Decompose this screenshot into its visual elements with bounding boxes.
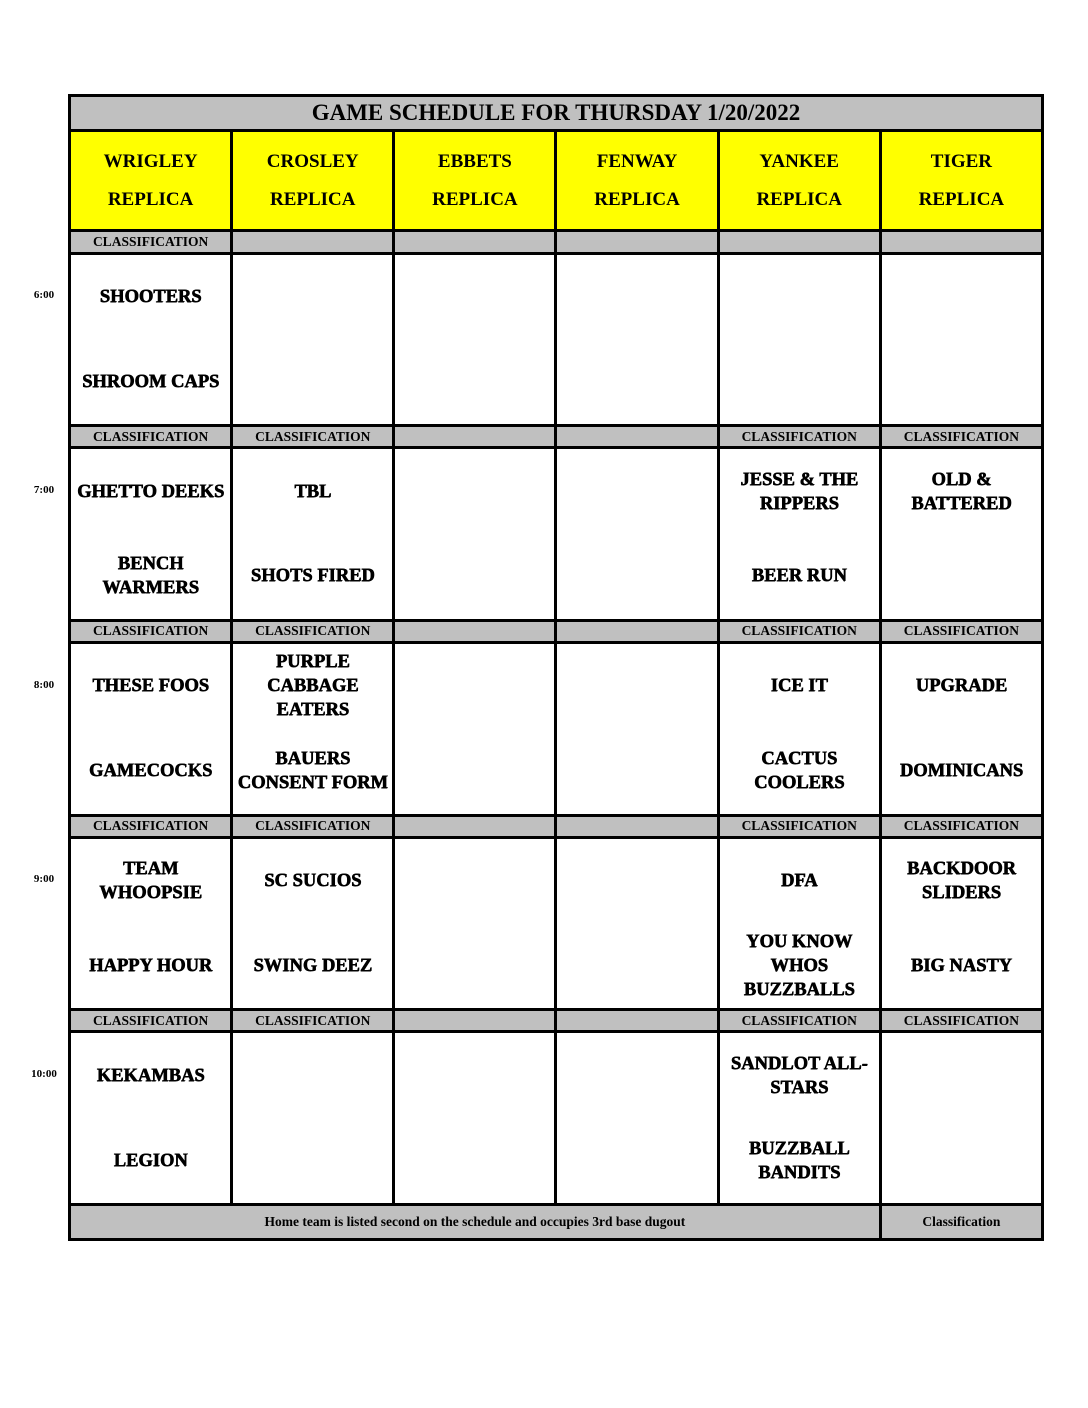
- home-team-cell: BEER RUN: [718, 534, 880, 620]
- classification-cell: [394, 426, 556, 448]
- time-label: 8:00: [33, 678, 55, 691]
- away-team-cell: [394, 837, 556, 923]
- home-team-cell: BAUERS CONSENT FORM: [232, 729, 394, 815]
- away-team-cell: [394, 1032, 556, 1118]
- field-subtitle: REPLICA: [432, 188, 518, 210]
- field-header-yankee: [718, 130, 880, 231]
- field-subtitle: REPLICA: [107, 188, 194, 210]
- classification-row: [70, 620, 1043, 642]
- home-team-cell: BUZZBALL BANDITS: [718, 1118, 880, 1204]
- home-team-cell: [394, 534, 556, 620]
- home-team-row: [70, 1118, 1043, 1204]
- home-team-cell: YOU KNOW WHOS BUZZBALLS: [718, 923, 880, 1009]
- classification-cell: [232, 231, 394, 253]
- home-team-row: [70, 339, 1043, 425]
- home-team-cell: [880, 1118, 1042, 1204]
- away-team-cell: [394, 253, 556, 339]
- time-label: 7:00: [33, 483, 55, 496]
- away-team-cell: UPGRADE: [880, 643, 1042, 729]
- home-team-cell: [556, 339, 718, 425]
- home-team-cell: CACTUS COOLERS: [718, 729, 880, 815]
- home-team-cell: [556, 534, 718, 620]
- away-team-cell: TEAM WHOOPSIE: [70, 837, 232, 923]
- away-team-cell: SANDLOT ALL-STARS: [718, 1032, 880, 1118]
- away-team-cell: SC SUCIOS: [232, 837, 394, 923]
- away-team-cell: [880, 1032, 1042, 1118]
- classification-cell: [394, 231, 556, 253]
- home-team-cell: [394, 923, 556, 1009]
- away-team-cell: [556, 643, 718, 729]
- away-team-cell: [394, 643, 556, 729]
- field-name: EBBETS: [437, 150, 512, 172]
- schedule-table: [68, 94, 1044, 1241]
- away-team-row: [70, 253, 1043, 339]
- classification-cell: CLASSIFICATION: [880, 620, 1042, 642]
- home-team-cell: [556, 729, 718, 815]
- away-team-row: [70, 837, 1043, 923]
- away-team-cell: BACKDOOR SLIDERS: [880, 837, 1042, 923]
- classification-cell: CLASSIFICATION: [232, 815, 394, 837]
- footer-note: Home team is listed second on the schedule and occupies 3rd base dugout: [70, 1204, 881, 1239]
- classification-cell: CLASSIFICATION: [70, 1010, 232, 1032]
- away-team-cell: [394, 448, 556, 534]
- home-team-cell: [880, 534, 1042, 620]
- home-team-cell: [394, 1118, 556, 1204]
- home-team-cell: [232, 1118, 394, 1204]
- field-header-row: [70, 130, 1043, 231]
- classification-cell: CLASSIFICATION: [232, 426, 394, 448]
- classification-cell: [394, 815, 556, 837]
- schedule-title: GAME SCHEDULE FOR THURSDAY 1/20/2022: [70, 96, 1043, 131]
- away-team-cell: [556, 253, 718, 339]
- home-team-cell: SWING DEEZ: [232, 923, 394, 1009]
- field-name: TIGER: [930, 150, 993, 172]
- field-name: YANKEE: [759, 150, 839, 172]
- away-team-cell: PURPLE CABBAGE EATERS: [232, 643, 394, 729]
- classification-cell: CLASSIFICATION: [70, 620, 232, 642]
- home-team-cell: [232, 339, 394, 425]
- home-team-cell: GAMECOCKS: [70, 729, 232, 815]
- away-team-cell: [880, 253, 1042, 339]
- home-team-row: [70, 534, 1043, 620]
- classification-cell: CLASSIFICATION: [232, 1010, 394, 1032]
- footer-row: [70, 1204, 1043, 1239]
- classification-cell: [880, 231, 1042, 253]
- away-team-row: [70, 643, 1043, 729]
- time-label: 6:00: [33, 289, 55, 302]
- away-team-cell: [556, 448, 718, 534]
- away-team-cell: TBL: [232, 448, 394, 534]
- home-team-cell: [556, 923, 718, 1009]
- classification-cell: [394, 1010, 556, 1032]
- classification-row: [70, 426, 1043, 448]
- home-team-cell: [718, 339, 880, 425]
- classification-cell: [556, 426, 718, 448]
- classification-row: [70, 815, 1043, 837]
- home-team-cell: SHROOM CAPS: [70, 339, 232, 425]
- home-team-row: [70, 923, 1043, 1009]
- classification-cell: CLASSIFICATION: [880, 426, 1042, 448]
- field-header-crosley: [232, 130, 394, 231]
- schedule: [68, 94, 1044, 1241]
- field-name: CROSLEY: [266, 150, 359, 172]
- classification-cell: CLASSIFICATION: [70, 231, 232, 253]
- classification-cell: [556, 231, 718, 253]
- time-label: 10:00: [31, 1068, 57, 1081]
- field-header-fenway: [556, 130, 718, 231]
- field-header-wrigley: [70, 130, 232, 231]
- classification-cell: CLASSIFICATION: [70, 815, 232, 837]
- away-team-cell: [232, 1032, 394, 1118]
- classification-cell: [556, 1010, 718, 1032]
- classification-row: [70, 1010, 1043, 1032]
- classification-cell: CLASSIFICATION: [718, 1010, 880, 1032]
- home-team-cell: DOMINICANS: [880, 729, 1042, 815]
- classification-cell: CLASSIFICATION: [718, 815, 880, 837]
- footer-classification: Classification: [880, 1204, 1042, 1239]
- home-team-row: [70, 729, 1043, 815]
- classification-cell: CLASSIFICATION: [70, 426, 232, 448]
- away-team-cell: [556, 1032, 718, 1118]
- away-team-row: [70, 1032, 1043, 1118]
- away-team-cell: OLD & BATTERED: [880, 448, 1042, 534]
- away-team-cell: KEKAMBAS: [70, 1032, 232, 1118]
- classification-cell: CLASSIFICATION: [718, 620, 880, 642]
- field-header-tiger: [880, 130, 1042, 231]
- field-name: WRIGLEY: [103, 150, 198, 172]
- classification-cell: [556, 815, 718, 837]
- field-subtitle: REPLICA: [269, 188, 356, 210]
- classification-cell: CLASSIFICATION: [232, 620, 394, 642]
- away-team-cell: ICE IT: [718, 643, 880, 729]
- field-subtitle: REPLICA: [594, 188, 680, 210]
- classification-cell: CLASSIFICATION: [880, 815, 1042, 837]
- home-team-cell: [394, 729, 556, 815]
- classification-cell: CLASSIFICATION: [718, 426, 880, 448]
- away-team-row: [70, 448, 1043, 534]
- away-team-cell: SHOOTERS: [70, 253, 232, 339]
- field-subtitle: REPLICA: [918, 188, 1005, 210]
- classification-row: [70, 231, 1043, 253]
- classification-cell: [718, 231, 880, 253]
- time-label: 9:00: [33, 873, 55, 886]
- home-team-cell: [556, 1118, 718, 1204]
- classification-cell: CLASSIFICATION: [880, 1010, 1042, 1032]
- away-team-cell: [232, 253, 394, 339]
- away-team-cell: [718, 253, 880, 339]
- classification-cell: [394, 620, 556, 642]
- away-team-cell: DFA: [718, 837, 880, 923]
- home-team-cell: HAPPY HOUR: [70, 923, 232, 1009]
- home-team-cell: [880, 339, 1042, 425]
- away-team-cell: [556, 837, 718, 923]
- home-team-cell: BENCH WARMERS: [70, 534, 232, 620]
- field-subtitle: REPLICA: [756, 188, 842, 210]
- field-name: FENWAY: [596, 150, 678, 172]
- away-team-cell: THESE FOOS: [70, 643, 232, 729]
- classification-cell: [556, 620, 718, 642]
- field-header-ebbets: [394, 130, 556, 231]
- away-team-cell: JESSE & THE RIPPERS: [718, 448, 880, 534]
- away-team-cell: GHETTO DEEKS: [70, 448, 232, 534]
- home-team-cell: SHOTS FIRED: [232, 534, 394, 620]
- home-team-cell: LEGION: [70, 1118, 232, 1204]
- home-team-cell: [394, 339, 556, 425]
- home-team-cell: BIG NASTY: [880, 923, 1042, 1009]
